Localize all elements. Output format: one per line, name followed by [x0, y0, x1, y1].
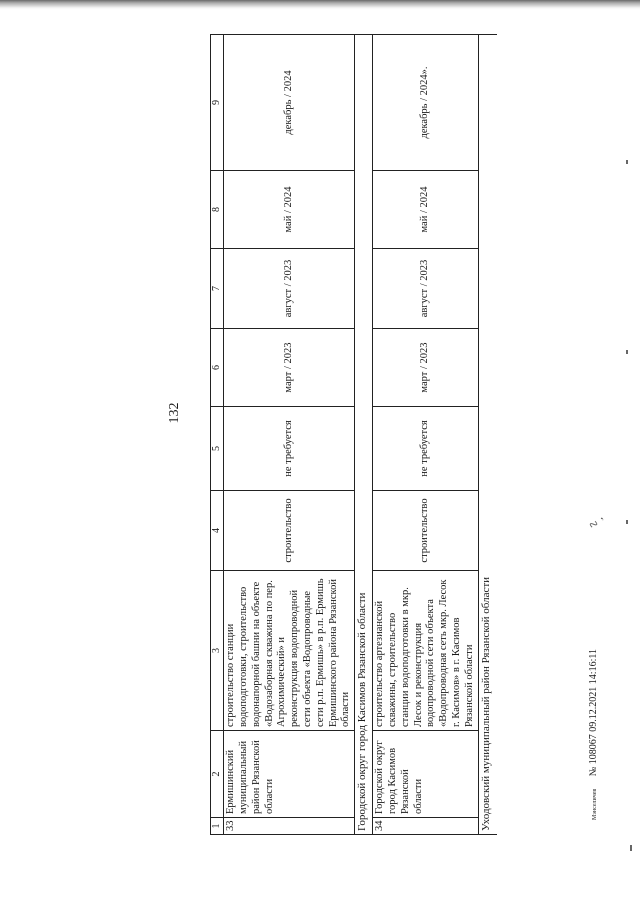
- table-row: [224, 35, 355, 835]
- margin-mark: [626, 520, 628, 524]
- group-heading-row: [355, 35, 373, 835]
- description-cell: строительство станции водоподготовки, строительство водонапорной башни на объекте «Водозаборная скважина по пер. Агрохимический» и реконструкция водопроводной сети объекта «Водопроводные сети р.п. Ермишь» в р.п. Ермишь Ермишинского района Рязанской области: [224, 571, 355, 731]
- expertise-cell: не требуется: [373, 407, 478, 491]
- group-heading: Городской округ город Касимов Рязанской области: [355, 35, 373, 835]
- date-cell: май / 2024: [224, 171, 355, 249]
- margin-mark: [630, 845, 632, 851]
- handwritten-scribble: ∿ ,: [584, 511, 606, 533]
- column-number-row: [211, 35, 224, 835]
- work-type-cell: строительство: [224, 491, 355, 571]
- margin-mark: [626, 160, 628, 164]
- group-heading: Уходовский муниципальный район Рязанской области: [478, 35, 497, 835]
- column-number: 7: [211, 249, 224, 329]
- margin-mark: [626, 350, 628, 354]
- registration-stamp: [588, 649, 599, 820]
- row-number: 33: [224, 818, 355, 835]
- register-table: [210, 34, 497, 835]
- expertise-cell: не требуется: [224, 407, 355, 491]
- row-number: 34: [373, 818, 478, 835]
- column-number: 8: [211, 171, 224, 249]
- column-number: 3: [211, 571, 224, 731]
- date-cell: декабрь / 2024».: [373, 35, 478, 171]
- description-cell: строительство артезианской скважины, строительство станции водоподготовки в мкр. Лесок и реконструкция водопроводной сети объекта «Водопроводная сеть мкр. Лесок г. Касимов» в г. Касимов Рязанской области: [373, 571, 478, 731]
- date-cell: март / 2023: [224, 329, 355, 407]
- column-number: 5: [211, 407, 224, 491]
- page-number: 132: [167, 402, 182, 424]
- table-row: [373, 35, 478, 835]
- group-heading-row: [478, 35, 497, 835]
- date-cell: май / 2024: [373, 171, 478, 249]
- date-cell: декабрь / 2024: [224, 35, 355, 171]
- work-type-cell: строительство: [373, 491, 478, 571]
- stamp-text: № 108067 09.12.2021 14:16:11: [588, 649, 599, 777]
- column-number: 1: [211, 818, 224, 835]
- column-number: 2: [211, 731, 224, 818]
- date-cell: август / 2023: [373, 249, 478, 329]
- signature-mark: Мэнселичев: [592, 788, 598, 820]
- municipality-cell: Ермишинский муниципальный район Рязанской области: [224, 731, 355, 818]
- municipality-cell: Городской округ город Касимов Рязанской области: [373, 731, 478, 818]
- column-number: 9: [211, 35, 224, 171]
- date-cell: март / 2023: [373, 329, 478, 407]
- column-number: 6: [211, 329, 224, 407]
- column-number: 4: [211, 491, 224, 571]
- date-cell: август / 2023: [224, 249, 355, 329]
